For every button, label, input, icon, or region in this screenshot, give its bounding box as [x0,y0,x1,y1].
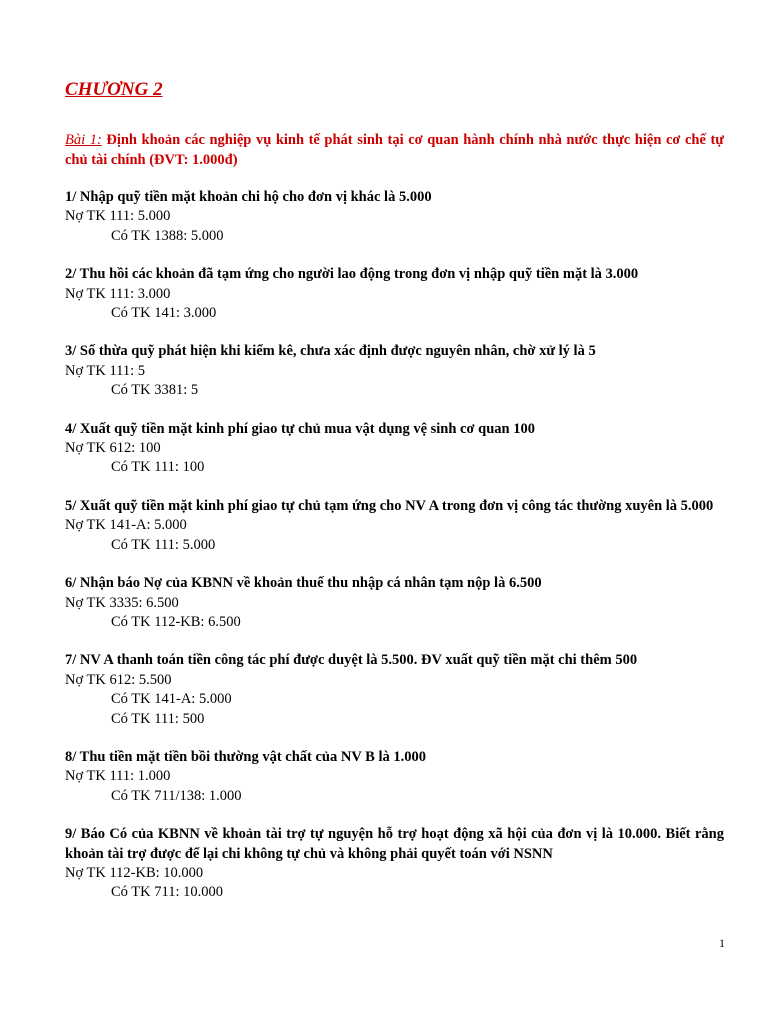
debit-line: Nợ TK 111: 5.000 [65,208,171,225]
debit-line: Nợ TK 111: 3.000 [65,285,171,302]
journal-entry [65,825,724,903]
entry-question: 8/ Thu tiền mặt tiền bồi thường vật chất của NV B là 1.000 [65,748,427,765]
credit-line: Có TK 3381: 5 [111,382,199,399]
exercise-label: Bài 1: [65,132,102,148]
credit-line: Có TK 141: 3.000 [111,305,217,322]
credit-line: Có TK 141-A: 5.000 [111,691,232,708]
debit-line: Nợ TK 111: 5 [65,362,146,379]
entry-question: 1/ Nhập quỹ tiền mặt khoản chi hộ cho đơn vị khác là 5.000 [65,189,432,205]
journal-entry [65,188,724,246]
journal-entries [65,188,724,922]
chapter-title: CHƯƠNG 2 [65,79,163,100]
journal-entry [65,420,724,478]
credit-line: Có TK 111: 500 [111,710,205,727]
entry-question: 7/ NV A thanh toán tiền công tác phí được duyệt là 5.500. ĐV xuất quỹ tiền mặt chi thêm 500 [65,652,638,669]
entry-question: 9/ Báo Có của KBNN về khoản tài trợ tự nguyện hỗ trợ hoạt động xã hội của đơn vị là 10.000. Biết rằng khoản tài trợ được để lại chi không tự chủ và không phải quyết toán với NSNN [65,826,724,862]
credit-line: Có TK 711/138: 1.000 [111,787,242,804]
debit-line: Nợ TK 141-A: 5.000 [65,517,187,534]
debit-line: Nợ TK 112-KB: 10.000 [65,864,204,881]
debit-line: Nợ TK 3335: 6.500 [65,594,179,611]
page-number: 1 [719,936,725,950]
credit-line: Có TK 111: 100 [111,459,205,476]
entry-question: 3/ Số thừa quỹ phát hiện khi kiểm kê, chưa xác định được nguyên nhân, chờ xử lý là 5 [65,343,596,360]
credit-line: Có TK 1388: 5.000 [111,227,224,244]
entry-question: 5/ Xuất quỹ tiền mặt kinh phí giao tự chủ tạm ứng cho NV A trong đơn vị công tác thường xuyên là 5.000 [65,497,714,514]
journal-entry [65,651,724,729]
entry-question: 2/ Thu hồi các khoản đã tạm ứng cho người lao động trong đơn vị nhập quỹ tiền mặt là 3.000 [65,266,639,283]
journal-entry [65,265,724,323]
journal-entry [65,497,724,555]
journal-entry [65,574,724,632]
credit-line: Có TK 711: 10.000 [111,884,223,901]
entry-question: 6/ Nhận báo Nợ của KBNN về khoản thuế thu nhập cá nhân tạm nộp là 6.500 [65,575,542,592]
journal-entry [65,342,724,400]
exercise-intro [65,131,724,170]
debit-line: Nợ TK 612: 100 [65,440,161,457]
debit-line: Nợ TK 612: 5.500 [65,671,172,688]
credit-line: Có TK 111: 5.000 [111,536,216,553]
journal-entry [65,748,724,806]
credit-line: Có TK 112-KB: 6.500 [111,613,241,630]
debit-line: Nợ TK 111: 1.000 [65,768,171,785]
entry-question: 4/ Xuất quỹ tiền mặt kinh phí giao tự chủ mua vật dụng vệ sinh cơ quan 100 [65,420,535,437]
exercise-text: Định khoản các nghiệp vụ kinh tế phát sinh tại cơ quan hành chính nhà nước thực hiện cơ chế tự chủ tài chính (ĐVT: 1.000đ) [65,132,724,168]
